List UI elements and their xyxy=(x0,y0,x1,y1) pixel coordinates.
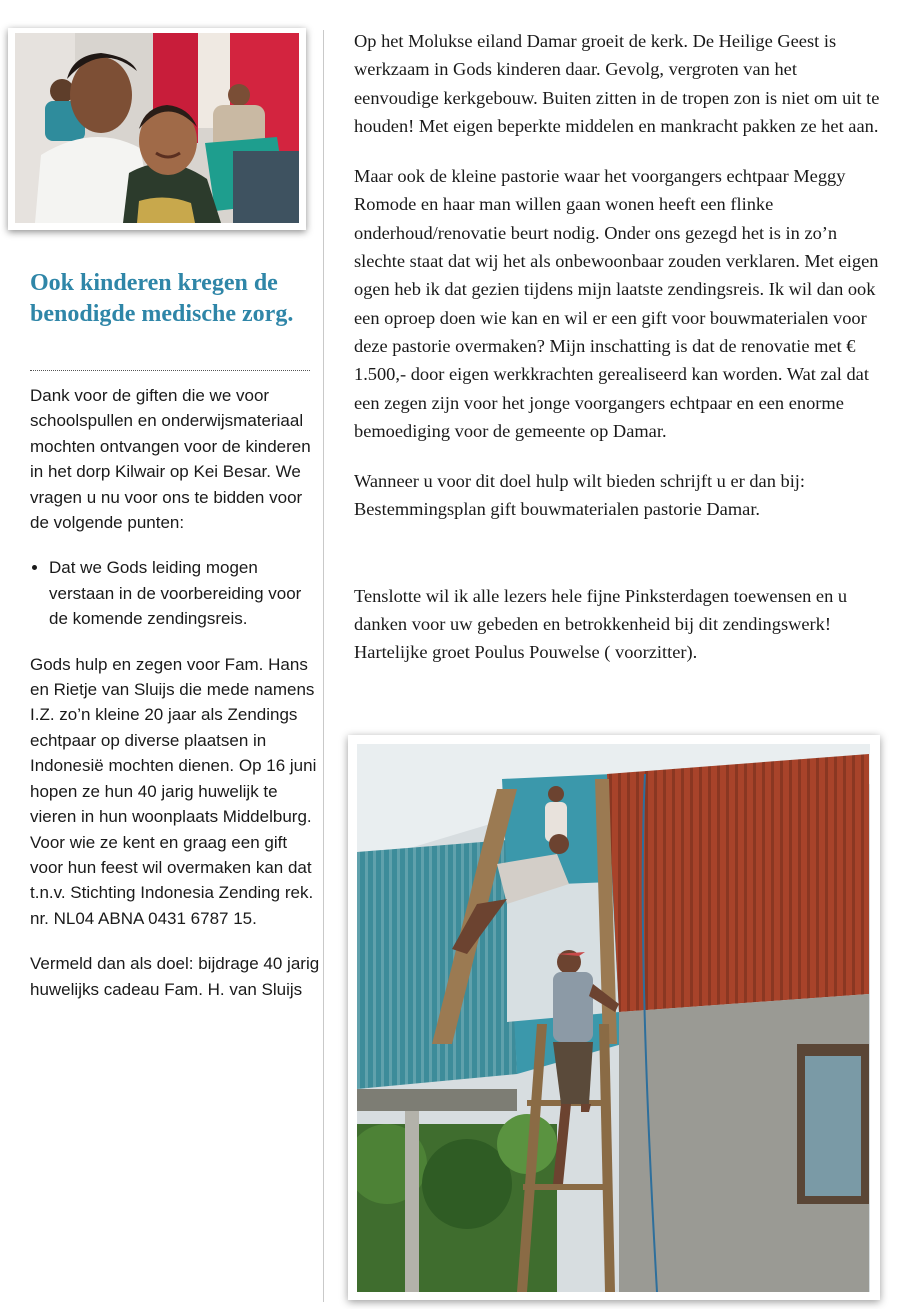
prayer-list xyxy=(30,555,320,631)
church-growth-paragraph: Op het Molukse eiland Damar groeit de kerk. De Heilige Geest is werkzaam in Gods kinderen daar. Gevolg, vergroten van het eenvoudige kerkgebouw. Buiten zitten in de tropen zon is niet om uit te houden! Met eigen beperkte middelen en mankracht pakken ze het aan. xyxy=(354,31,880,136)
right-column xyxy=(354,27,884,689)
donation-instructions-paragraph: Wanneer u voor dit doel hulp wilt bieden schrijft u er dan bij: Bestemmingsplan gift bouwmaterialen pastorie Damar. xyxy=(354,471,806,520)
left-column xyxy=(0,0,322,1309)
column-divider xyxy=(323,30,324,1302)
left-body-text xyxy=(30,383,320,1022)
anniversary-paragraph: Gods hulp en zegen voor Fam. Hans en Rietje van Sluijs die mede namens I.Z. zo’n kleine 20 jaar als Zendings echtpaar op diverse plaatsen in Indonesië mochten dienen. Op 16 juni hopen ze hun 40 jarig huwelijk te vieren in hun woonplaats Middelburg. Voor wie ze kent en graag een gift voor hun feest wil overmaken kan dat t.n.v. Stichting Indonesia Zending rek. nr. NL04 ABNA 0431 6787 15. xyxy=(30,654,317,928)
section-heading: Ook kinderen kregen de benodigde medische zorg. xyxy=(30,270,294,327)
roof-repair-photo-image xyxy=(357,744,870,1292)
heading-divider xyxy=(30,370,310,371)
children-photo xyxy=(8,28,306,230)
gift-purpose-paragraph: Vermeld dan als doel: bijdrage 40 jarig huwelijks cadeau Fam. H. van Sluijs xyxy=(30,954,320,999)
children-photo-image xyxy=(15,33,299,223)
closing-greeting-paragraph: Tenslotte wil ik alle lezers hele fijne Pinksterdagen toewensen en u danken voor uw gebeden en betrokkenheid bij dit zendingswerk! Hartelijke groet Poulus Pouwelse ( voorzitter). xyxy=(354,585,848,663)
prayer-intro-paragraph: Dank voor de giften die we voor schoolspullen en onderwijsmateriaal mochten ontvangen voor de kinderen in het dorp Kilwair op Kei Besar. We vragen u nu voor ons te bidden voor de volgende punten: xyxy=(30,386,311,533)
prayer-list-item: • Dat we Gods leiding mogen verstaan in de voorbereiding voor de komende zendingsreis. xyxy=(49,555,320,631)
roof-repair-photo xyxy=(348,735,880,1300)
parsonage-paragraph: Maar ook de kleine pastorie waar het voorgangers echtpaar Meggy Romode en haar man willen gaan wonen heeft een flinke onderhoud/renovatie beurt nodig. Onder ons gezegd het is in zo’n slechte staat dat wij het als onbewoonbaar zouden verklaren. Met eigen ogen heb ik dat gezien tijdens mijn laatste zendingsreis. Ik wil dan ook een oproep doen wie kan en wil er een gift voor bouwmaterialen voor deze pastorie overmaken? Mijn inschatting is dat de renovatie met € 1.500,- door eigen werkkrachten gerealiseerd kan worden. Wat zal dat een zegen zijn voor het jonge voorgangers echtpaar en een enorme bemoediging voor de gemeente op Damar. xyxy=(354,166,879,441)
